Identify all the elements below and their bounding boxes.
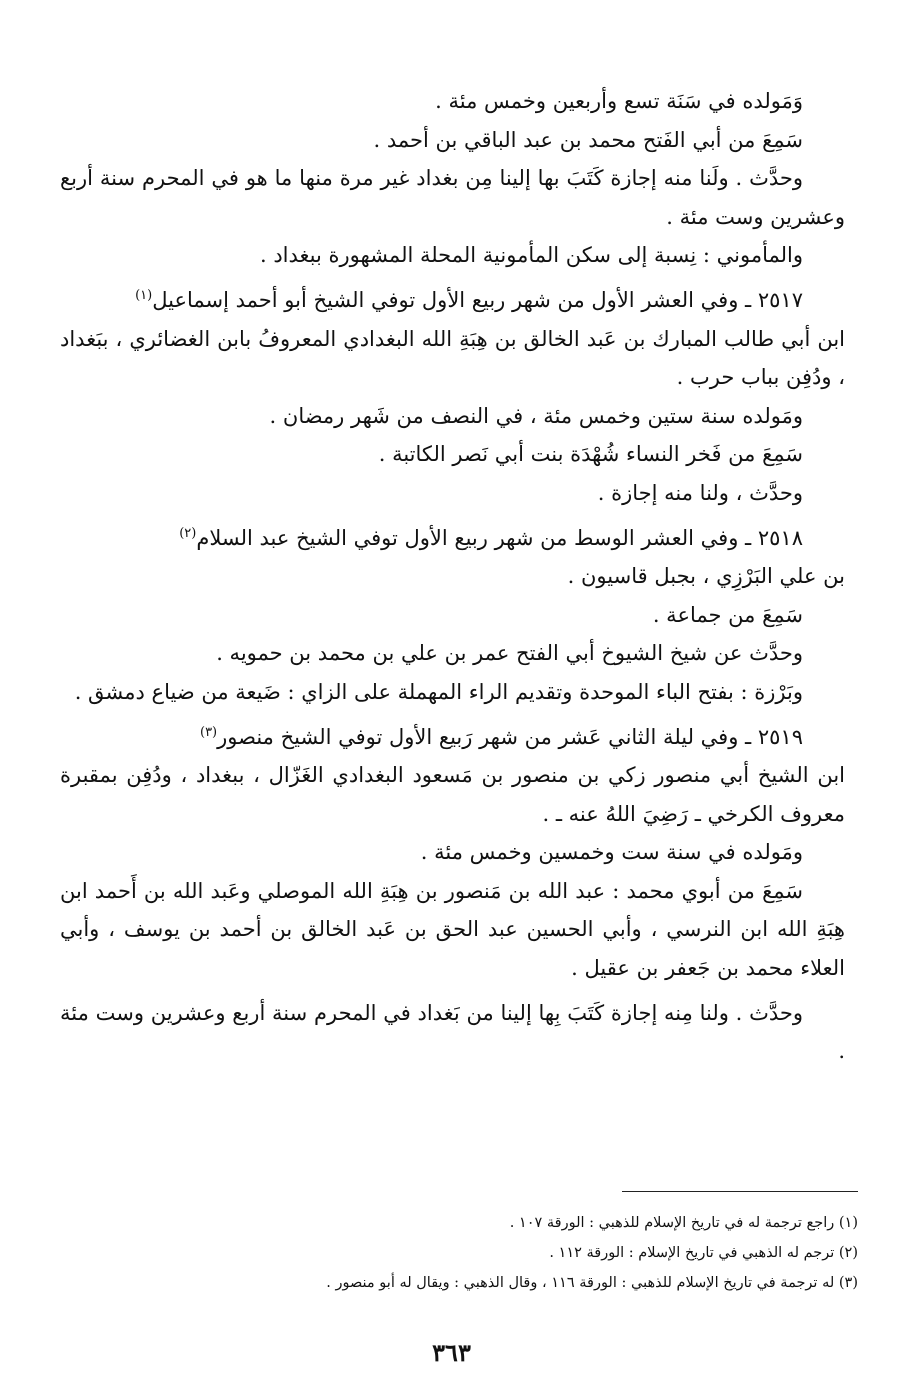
paragraph: وَمَولده في سَنَة تسع وأربعين وخمس مئة . <box>435 89 803 113</box>
footnote-1: (١) راجع ترجمة له في تاريخ الإسلام للذهبي : الورقة ١٠٧ . <box>509 1215 858 1231</box>
paragraph: وحدَّث ، ولنا منه إجازة . <box>597 480 803 505</box>
footnote-2: (٢) ترجم له الذهبي في تاريخ الإسلام : الورقة ١١٢ . <box>549 1245 858 1261</box>
entry-heading-text: ٢٥١٩ ـ وفي ليلة الثاني عَشر من شهر رَبيع الأول توفي الشيخ منصور <box>217 724 803 749</box>
main-text <box>60 82 845 1071</box>
paragraph: ابن الشيخ أبي منصور زكي بن منصور بن مَسعود البغدادي الغَزّال ، ببغداد ، ودُفِن بمقبرة معروف الكرخي ـ رَضِيَ اللهُ عنه ـ . <box>60 763 845 826</box>
paragraph: وبَرْزة : بفتح الباء الموحدة وتقديم الراء المهملة على الزاي : ضَيعة من ضياع دمشق . <box>74 679 803 704</box>
entry-heading-2517 <box>60 281 845 320</box>
entry-heading-text: ٢٥١٧ ـ وفي العشر الأول من شهر ربيع الأول توفي الشيخ أبو أحمد إسماعيل <box>152 287 803 312</box>
paragraph: سَمِعَ من فَخر النساء شُهْدَة بنت أبي نَصر الكاتبة . <box>378 442 803 467</box>
page-number: ٣٦٣ <box>432 1338 471 1367</box>
footnote-reference: (٣) <box>199 724 218 740</box>
footnote-3: (٣) له ترجمة في تاريخ الإسلام للذهبي : الورقة ١١٦ ، وقال الذهبي : ويقال له أبو منصور . <box>326 1275 858 1291</box>
footnote-reference: (١) <box>135 287 153 303</box>
paragraph: بن علي البَرْزِي ، بجبل قاسيون . <box>567 564 845 589</box>
paragraph: ومَولده سنة ستين وخمس مئة ، في النصف من شَهر رمضان . <box>269 403 803 428</box>
paragraph: سَمِعَ من أبي الفَتح محمد بن عبد الباقي بن أحمد . <box>373 127 803 152</box>
paragraph: وحدَّث عن شيخ الشيوخ أبي الفتح عمر بن علي بن محمد بن حمويه . <box>216 641 803 666</box>
paragraph: ابن أبي طالب المبارك بن عَبد الخالق بن هِبَةِ الله البغدادي المعروفُ بابن الغضائري ، ببَغداد ، ودُفِن بباب حرب . <box>60 326 845 390</box>
entry-heading-text: ٢٥١٨ ـ وفي العشر الوسط من شهر ربيع الأول توفي الشيخ عبد السلام <box>196 525 803 550</box>
paragraph: والمأموني : نِسبة إلى سكن المأمونية المحلة المشهورة ببغداد . <box>259 243 803 268</box>
paragraph: وحدَّث . ولَنا منه إجازة كَتَبَ بها إلينا مِن بغداد غير مرة منها ما هو في المحرم سنة أربع وعشرين وست مئة . <box>60 166 845 229</box>
paragraph: سَمِعَ من جماعة . <box>652 602 803 627</box>
footnote-divider <box>622 1191 858 1192</box>
paragraph: ومَولده في سنة ست وخمسين وخمس مئة . <box>420 840 803 865</box>
paragraph: سَمِعَ من أبوي محمد : عبد الله بن مَنصور بن هِبَةِ الله الموصلي وعَبد الله بن أَحمد ابن هِبَةِ الله ابن النرسي ، وأبي الحسين عبد الحق بن عَبد الخالق بن أحمد بن يوسف ، وأبي العلاء محمد بن جَعفر بن عقيل . <box>60 878 845 981</box>
footnotes <box>78 1208 858 1298</box>
entry-heading-2518 <box>60 519 845 558</box>
entry-heading-2519 <box>60 718 845 757</box>
paragraph: وحدَّث . ولنا مِنه إجازة كَتَبَ بِها إلينا من بَغداد في المحرم سنة أربع وعشرين وست مئة . <box>60 1000 845 1064</box>
footnote-reference: (٢) <box>179 525 197 541</box>
